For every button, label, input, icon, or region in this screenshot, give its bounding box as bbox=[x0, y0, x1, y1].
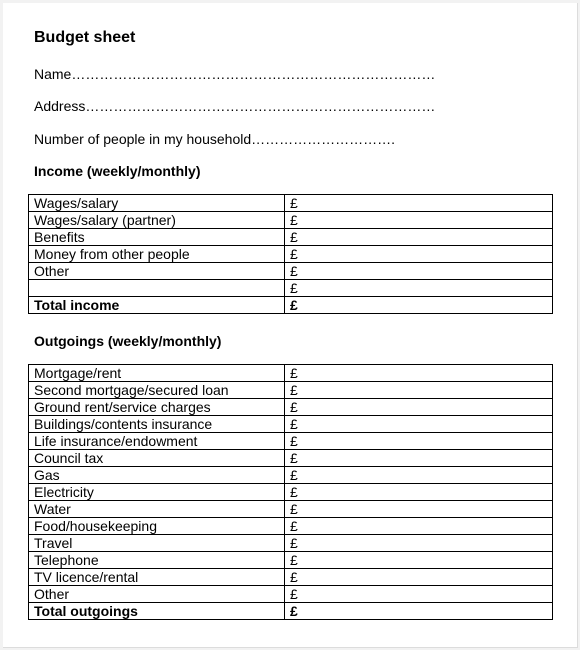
income-table bbox=[28, 194, 553, 314]
table-row bbox=[29, 501, 553, 518]
amount-cell[interactable]: £ bbox=[285, 535, 553, 552]
table-row bbox=[29, 229, 553, 246]
total-outgoings-label: Total outgoings bbox=[29, 603, 285, 620]
table-row bbox=[29, 484, 553, 501]
table-row bbox=[29, 586, 553, 603]
amount-cell[interactable]: £ bbox=[285, 552, 553, 569]
amount-cell[interactable]: £ bbox=[285, 518, 553, 535]
amount-cell[interactable]: £ bbox=[285, 229, 553, 246]
income-heading: Income (weekly/monthly) bbox=[34, 163, 201, 179]
table-row bbox=[29, 416, 553, 433]
table-row bbox=[29, 365, 553, 382]
row-label: Wages/salary bbox=[29, 195, 285, 212]
amount-cell[interactable]: £ bbox=[285, 467, 553, 484]
amount-cell[interactable]: £ bbox=[285, 501, 553, 518]
total-outgoings-row bbox=[29, 603, 553, 620]
row-label: Mortgage/rent bbox=[29, 365, 285, 382]
row-label: Ground rent/service charges bbox=[29, 399, 285, 416]
row-label[interactable] bbox=[29, 280, 285, 297]
row-label: Second mortgage/secured loan bbox=[29, 382, 285, 399]
row-label: Life insurance/endowment bbox=[29, 433, 285, 450]
table-row bbox=[29, 569, 553, 586]
row-label: Other bbox=[29, 586, 285, 603]
row-label: Travel bbox=[29, 535, 285, 552]
name-field[interactable]: Name…………………………………………………………………… bbox=[34, 66, 436, 82]
table-row bbox=[29, 433, 553, 450]
amount-cell[interactable]: £ bbox=[285, 450, 553, 467]
row-label: Food/housekeeping bbox=[29, 518, 285, 535]
total-income-row bbox=[29, 297, 553, 314]
amount-cell[interactable]: £ bbox=[285, 280, 553, 297]
table-row bbox=[29, 263, 553, 280]
amount-cell[interactable]: £ bbox=[285, 586, 553, 603]
row-label: TV licence/rental bbox=[29, 569, 285, 586]
row-label: Gas bbox=[29, 467, 285, 484]
outgoings-table bbox=[28, 364, 553, 620]
outgoings-heading: Outgoings (weekly/monthly) bbox=[34, 333, 222, 349]
total-income-label: Total income bbox=[29, 297, 285, 314]
amount-cell[interactable]: £ bbox=[285, 212, 553, 229]
row-label: Other bbox=[29, 263, 285, 280]
table-row bbox=[29, 535, 553, 552]
table-row bbox=[29, 280, 553, 297]
total-income-amount[interactable]: £ bbox=[285, 297, 553, 314]
total-outgoings-amount[interactable]: £ bbox=[285, 603, 553, 620]
amount-cell[interactable]: £ bbox=[285, 399, 553, 416]
amount-cell[interactable]: £ bbox=[285, 382, 553, 399]
table-row bbox=[29, 518, 553, 535]
row-label: Telephone bbox=[29, 552, 285, 569]
table-row bbox=[29, 382, 553, 399]
amount-cell[interactable]: £ bbox=[285, 569, 553, 586]
table-row bbox=[29, 399, 553, 416]
table-row bbox=[29, 467, 553, 484]
household-count-field[interactable]: Number of people in my household…………………………. bbox=[34, 131, 396, 147]
row-label: Benefits bbox=[29, 229, 285, 246]
amount-cell[interactable]: £ bbox=[285, 484, 553, 501]
table-row bbox=[29, 552, 553, 569]
document-page bbox=[3, 3, 578, 648]
table-row bbox=[29, 195, 553, 212]
amount-cell[interactable]: £ bbox=[285, 416, 553, 433]
row-label: Water bbox=[29, 501, 285, 518]
table-row bbox=[29, 212, 553, 229]
page-title: Budget sheet bbox=[34, 29, 136, 46]
row-label: Wages/salary (partner) bbox=[29, 212, 285, 229]
row-label: Buildings/contents insurance bbox=[29, 416, 285, 433]
table-row bbox=[29, 450, 553, 467]
amount-cell[interactable]: £ bbox=[285, 365, 553, 382]
row-label: Council tax bbox=[29, 450, 285, 467]
address-field[interactable]: Address………………………………………………………………… bbox=[34, 98, 436, 114]
amount-cell[interactable]: £ bbox=[285, 195, 553, 212]
amount-cell[interactable]: £ bbox=[285, 433, 553, 450]
row-label: Money from other people bbox=[29, 246, 285, 263]
amount-cell[interactable]: £ bbox=[285, 263, 553, 280]
row-label: Electricity bbox=[29, 484, 285, 501]
amount-cell[interactable]: £ bbox=[285, 246, 553, 263]
table-row bbox=[29, 246, 553, 263]
